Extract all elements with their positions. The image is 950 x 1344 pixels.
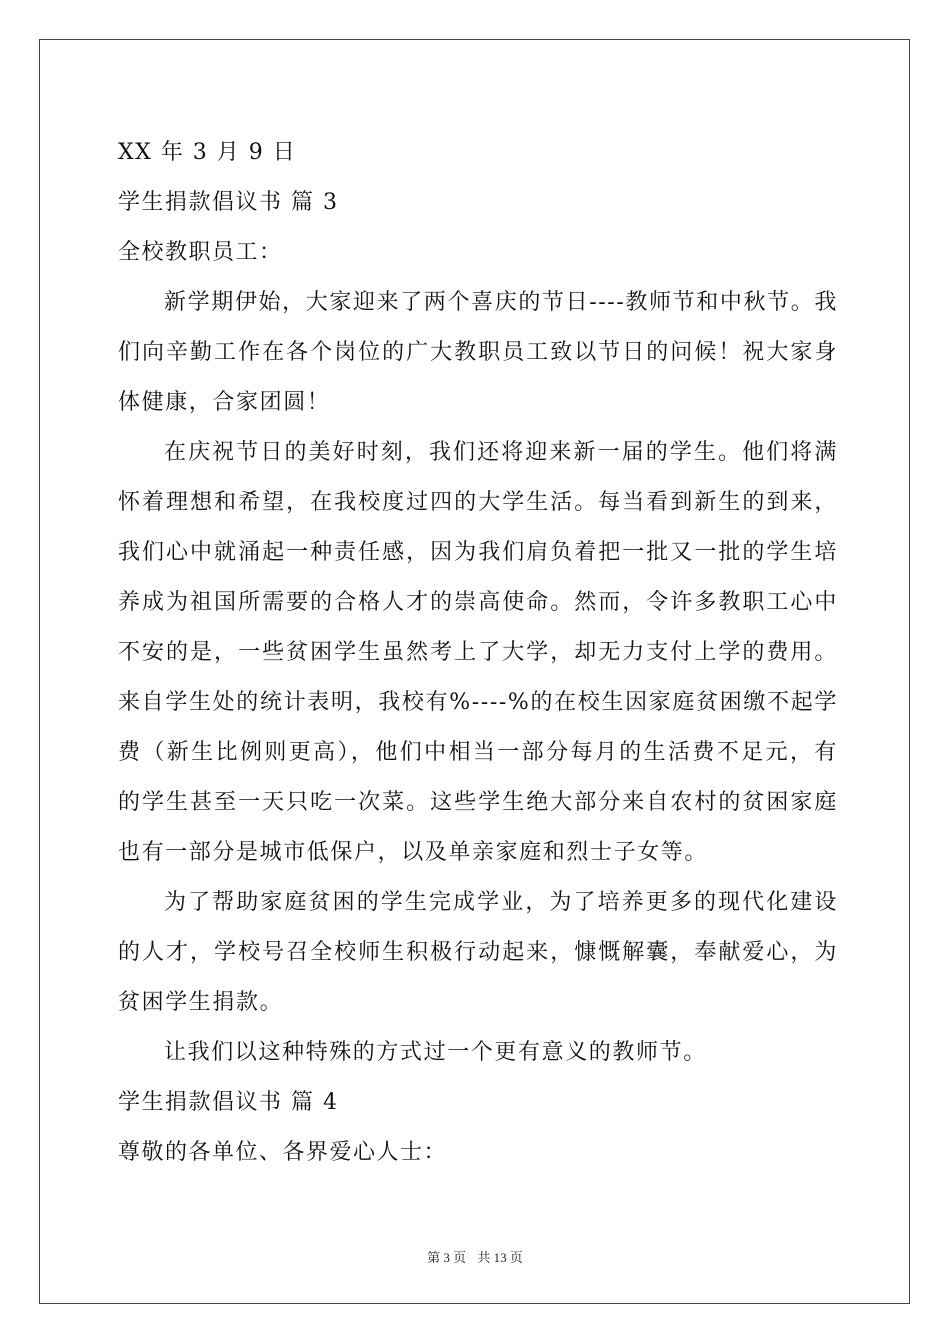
paragraph: 新学期伊始，大家迎来了两个喜庆的节日----教师节和中秋节。我们向辛勤工作在各个岗位的广大教职员工致以节日的问候！祝大家身体健康，合家团圆！ <box>118 290 838 415</box>
section-3-salutation: 全校教职员工： <box>118 240 283 265</box>
section-3-title: 学生捐款倡议书 篇 3 <box>118 190 339 215</box>
date-line: XX 年 3 月 9 日 <box>118 140 297 165</box>
page-footer <box>0 1247 950 1266</box>
document-body <box>118 128 838 1178</box>
paragraph: 在庆祝节日的美好时刻，我们还将迎来新一届的学生。他们将满怀着理想和希望，在我校度过四的大学生活。每当看到新生的到来，我们心中就涌起一种责任感，因为我们肩负着把一批又一批的学生培养成为祖国所需要的合格人才的崇高使命。然而，令许多教职工心中不安的是，一些贫困学生虽然考上了大学，却无力支付上学的费用。来自学生处的统计表明，我校有%----%的在校生因家庭贫困缴不起学费（新生比例则更高），他们中相当一部分每月的生活费不足元，有的学生甚至一天只吃一次菜。这些学生绝大部分来自农村的贫困家庭也有一部分是城市低保户，以及单亲家庭和烈士子女等。 <box>118 440 838 865</box>
section-4-salutation: 尊敬的各单位、各界爱心人士： <box>118 1140 448 1165</box>
section-4-title: 学生捐款倡议书 篇 4 <box>118 1090 339 1115</box>
page-total: 共 13 页 <box>477 1250 523 1265</box>
paragraph: 为了帮助家庭贫困的学生完成学业，为了培养更多的现代化建设的人才，学校号召全校师生积极行动起来，慷慨解囊，奉献爱心，为贫困学生捐款。 <box>118 890 838 1015</box>
page-number: 第 3 页 <box>427 1250 467 1265</box>
paragraph: 让我们以这种特殊的方式过一个更有意义的教师节。 <box>164 1040 707 1065</box>
